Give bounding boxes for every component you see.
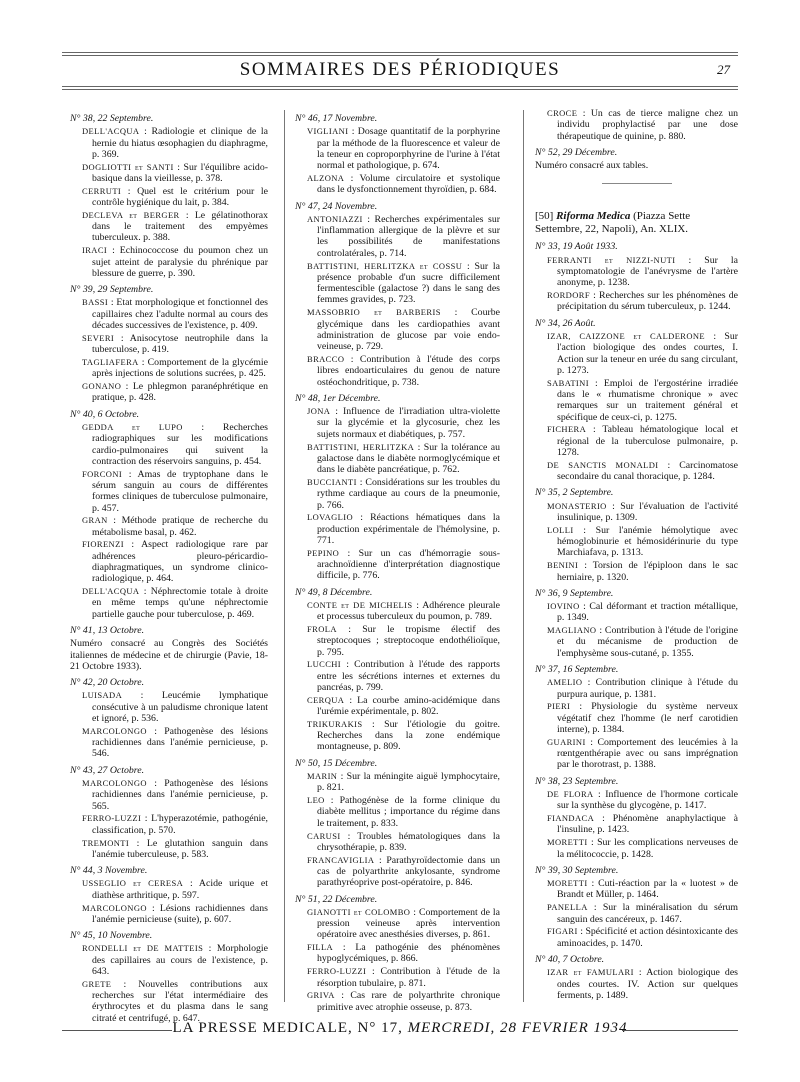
article-entry xyxy=(307,942,500,965)
article-author: FERRO-LUZZI xyxy=(307,966,367,977)
footer-number: N° 17, xyxy=(357,1020,403,1036)
article-author: GRETE xyxy=(82,978,112,989)
article-author: MASSOBRIO et BARBERIS xyxy=(307,307,441,318)
article-title: : Courbe glycémique dans les cardiopathies avant administration de glucose par voie endo-veineuse, p. 729. xyxy=(317,307,500,353)
article-entry xyxy=(547,290,738,313)
article-title: : Contribution clinique à l'étude du purpura aurique, p. 1381. xyxy=(557,677,738,700)
article-title: : Physiologie du système nerveux végétatif chez l'homme (le nerf carotidien interne), p. 1384. xyxy=(557,701,738,736)
article-author: SABATINI xyxy=(547,377,589,388)
article-entry xyxy=(547,424,738,458)
page-number: 27 xyxy=(717,62,730,77)
article-entry xyxy=(82,539,268,584)
article-author: GONANO xyxy=(82,381,122,392)
article-title: : Adhérence pleurale et processus tuberculeux du poumon, p. 789. xyxy=(317,599,500,623)
journal-issue-list xyxy=(535,241,738,1001)
article-author: FIANDACA xyxy=(547,813,595,824)
article-entry xyxy=(547,460,738,483)
article-title: : Recherches sur les phénomènes de précipitation du sérum tuberculeux, p. 1244. xyxy=(557,290,738,313)
article-title: : Sur la méningite aiguë lymphocytaire, p. 821. xyxy=(317,771,500,794)
article-author: IZAR, CAIZZONE et CALDERONE xyxy=(547,331,706,342)
article-title: : Acide urique et diathèse arthritique, p. 597. xyxy=(92,878,268,901)
article-author: CERRUTI xyxy=(82,185,122,196)
article-author: TAGLIAFERA xyxy=(82,356,139,367)
article-author: LUCCHI xyxy=(307,659,342,670)
article-author: LOLLI xyxy=(547,524,574,535)
article-author: IRACI xyxy=(82,245,108,256)
article-entry xyxy=(547,926,738,949)
article-author: GUARINI xyxy=(547,736,586,747)
article-author: TREMONTI xyxy=(82,837,130,848)
article-author: FILLA xyxy=(307,942,334,953)
article-author: CARUSI xyxy=(307,830,341,841)
article-title: : Pathogenèse des lésions rachidiennes dans l'anémie pernicieuse, p. 565. xyxy=(92,778,268,812)
article-entry xyxy=(307,173,500,196)
article-title: : Contribution à l'étude des rapports entre les sécrétions internes et externes du pancréas, p. 799. xyxy=(317,659,500,693)
article-title: : Le glutathion sanguin dans l'anémie tuberculeuse, p. 583. xyxy=(92,837,268,860)
article-entry xyxy=(547,789,738,812)
article-author: IZAR et FAMULARI xyxy=(547,967,634,978)
article-author: FERRO-LUZZI xyxy=(82,813,142,824)
article-author: MARCOLONGO xyxy=(82,725,147,736)
article-author: DE FLORA xyxy=(547,789,594,800)
article-title: : Sur l'action biologique des ondes courtes, I. Action sur la teneur en urée du sang circulant, p. 1273. xyxy=(557,331,738,376)
article-entry xyxy=(82,126,268,160)
article-author: CERQUA xyxy=(307,694,345,705)
article-title: : Phénomène anaphylactique à l'insuline, p. 1423. xyxy=(557,813,738,836)
article-entry xyxy=(82,245,268,279)
article-author: FERRANTI et NIZZI-NUTI xyxy=(547,254,676,265)
issue-heading: N° 39, 29 Septembre. xyxy=(70,284,154,296)
article-title: : Sur l'anémie hémolytique avec hémoglobinurie et hémosidérinurie du type Marchiafava, p. 1313. xyxy=(557,524,738,559)
article-entry xyxy=(82,186,268,209)
section-divider xyxy=(602,183,672,184)
article-title: : Parathyroïdectomie dans un cas de polyarthrite ankylosante, syndrome parathyréoprive post-opératoire, p. 846. xyxy=(317,854,500,889)
article-title: : Emploi de l'ergostérine irradiée dans le « rhumatisme chronique » avec remarques sur un traitement général et spécifique de ceux-ci, p. 1275. xyxy=(557,377,738,423)
article-title: : Volume circulatoire et systolique dans le dysfonctionnement thyroïdien, p. 684. xyxy=(317,172,500,196)
article-title: : Réactions hématiques dans la production expérimentale de l'hémolysine, p. 771. xyxy=(317,512,500,546)
article-title: : Pathogenèse des lésions rachidiennes dans l'anémie pernicieuse, p. 546. xyxy=(92,725,268,760)
column-divider xyxy=(284,110,285,1002)
article-title: : Morphologie des capillaires au cours de l'existence, p. 643. xyxy=(92,943,268,977)
article-author: DE SANCTIS MONALDI xyxy=(547,459,659,470)
issue-heading: N° 52, 29 Décembre. xyxy=(535,146,618,158)
article-title: : Néphrectomie totale à droite en même temps qu'une néphrectomie partielle gauche pour tuberculose, p. 469. xyxy=(92,586,268,620)
footer-date: MERCREDI, 28 FEVRIER 1934 xyxy=(407,1020,628,1036)
article-entry xyxy=(307,442,500,476)
article-title: : Action biologique des ondes courtes. IV. Action sur quelques ferments, p. 1489. xyxy=(557,967,738,1001)
article-entry xyxy=(307,966,500,989)
article-author: BENINI xyxy=(547,560,579,571)
article-author: PANELLA xyxy=(547,902,588,913)
article-title: : Dosage quantitatif de la porphyrine par la méthode de la fluorescence et valeur de la teneur en coproporphyrine de l'urine à l'état normal et pathologique, p. 674. xyxy=(317,126,500,172)
column-1 xyxy=(70,108,268,1024)
article-entry xyxy=(307,771,500,794)
article-entry xyxy=(82,297,268,331)
article-title: : Le gélatinothorax dans le traitement des empyèmes tuberculeux. p. 388. xyxy=(92,209,268,244)
article-title: : Sur les complications nerveuses de la mélitococcie, p. 1428. xyxy=(557,837,738,860)
article-title: : Influence de l'hormone corticale sur la synthèse du glycogène, p. 1417. xyxy=(557,789,738,812)
page-title: SOMMAIRES DES PÉRIODIQUES xyxy=(239,59,561,80)
article-author: LEO xyxy=(307,795,325,806)
issue-heading: N° 34, 26 Août. xyxy=(535,317,596,329)
issue-heading: N° 49, 8 Décembre. xyxy=(295,586,373,598)
article-entry xyxy=(547,813,738,836)
article-title: : Pathogénèse de la forme clinique du diabète mellitus ; importance du régime dans le traitement, p. 833. xyxy=(317,795,500,829)
article-title: : Leucémie lymphatique consécutive à un paludisme chronique latent et ignoré, p. 536. xyxy=(92,690,268,725)
article-author: MONASTERIO xyxy=(547,500,607,511)
issue-heading: N° 48, 1er Décembre. xyxy=(295,392,381,404)
article-author: RORDORF xyxy=(547,290,590,301)
article-entry xyxy=(82,381,268,404)
article-entry xyxy=(82,813,268,836)
article-entry xyxy=(547,625,738,659)
article-entry xyxy=(82,838,268,861)
article-author: IOVINO xyxy=(547,601,580,612)
article-entry xyxy=(82,469,268,514)
article-author: LOVAGLIO xyxy=(307,512,354,523)
article-entry xyxy=(547,601,738,624)
article-author: MARCOLONGO xyxy=(82,778,147,789)
article-author: MORETTI xyxy=(547,837,588,848)
article-entry xyxy=(82,778,268,812)
article-title: : Comportement de la glycémie après injections de solutions sucrées, p. 425. xyxy=(92,356,268,380)
article-title: : Influence de l'irradiation ultra-violette sur la glycémie et la glycosurie, chez les sujets normaux et diabétiques, p. 757. xyxy=(317,406,500,440)
article-entry xyxy=(547,737,738,771)
article-author: JONA xyxy=(307,406,331,417)
issue-heading: N° 38, 22 Septembre. xyxy=(70,113,154,124)
article-entry xyxy=(547,331,738,376)
column-2 xyxy=(295,108,500,1013)
article-title: : Etat morphologique et fonctionnel des capillaires chez l'adulte normal au cours des décades successives de l'existence, p. 409. xyxy=(92,297,268,332)
article-entry xyxy=(307,695,500,718)
issue-heading: N° 38, 23 Septembre. xyxy=(535,775,619,787)
article-entry xyxy=(547,378,738,423)
issue-heading: N° 36, 9 Septembre. xyxy=(535,587,614,599)
article-entry xyxy=(307,307,500,352)
article-author: FRANCAVIGLIA xyxy=(307,854,375,865)
article-author: BATTISTINI, HERLITZKA et COSSU xyxy=(307,260,463,271)
article-entry xyxy=(307,548,500,582)
article-author: BATTISTINI, HERLITZKA xyxy=(307,441,415,452)
header-rule-top-2 xyxy=(62,55,738,56)
article-title: : Sur le tropisme électif des streptocoques ; streptocoque endothélioïque, p. 795. xyxy=(317,623,500,658)
article-title: : Sur la tolérance au galactose dans le diabète normoglycémique et dans le diabète pancréatique, p. 762. xyxy=(317,441,500,476)
article-author: DOGLIOTTI et SANTI xyxy=(82,161,174,172)
article-title: : Sur l'évaluation de l'activité insulinique, p. 1309. xyxy=(557,500,738,524)
article-author: TRIKURAKIS xyxy=(307,718,363,729)
footer-rule-right xyxy=(622,1030,738,1031)
article-title: : Contribution à l'étude de l'origine et du mécanisme de production de l'emphysème sous-cutané, p. 1355. xyxy=(557,625,738,659)
issue-heading: N° 51, 22 Décembre. xyxy=(295,893,378,905)
article-entry xyxy=(307,354,500,388)
header-rule-top xyxy=(62,52,738,53)
issue-heading: N° 35, 2 Septembre. xyxy=(535,487,614,499)
article-entry xyxy=(307,214,500,259)
article-author: FIORENZI xyxy=(82,539,124,550)
article-author: DECLEVA et BERGER xyxy=(82,209,180,220)
issue-note: Numéro consacré aux tables. xyxy=(535,160,649,172)
header-rule-bottom xyxy=(62,86,738,87)
article-entry xyxy=(547,878,738,901)
article-author: DELL'ACQUA xyxy=(82,126,140,137)
article-title: : Cas rare de polyarthrite chronique primitive avec atrophie osseuse, p. 873. xyxy=(317,990,500,1013)
article-title: : Lésions rachidiennes dans l'anémie pernicieuse (suite), p. 607. xyxy=(92,902,268,925)
article-title: : Comportement de la pression veineuse après intervention opératoire avec anesthésies diverses, p. 861. xyxy=(317,906,500,941)
article-entry xyxy=(547,701,738,735)
article-entry xyxy=(82,903,268,926)
article-title: : Sur la présence probable d'un sucre difficilement fermentescible (galactose ?) dans le sang des femmes gravides, p. 723. xyxy=(317,260,500,306)
issue-heading: N° 47, 24 Novembre. xyxy=(295,200,378,212)
issue-heading: N° 42, 20 Octobre. xyxy=(70,677,145,689)
issue-heading: N° 40, 7 Octobre. xyxy=(535,953,605,965)
article-entry xyxy=(547,525,738,559)
article-title: : Tableau hématologique local et régional de la tuberculose pulmonaire, p. 1278. xyxy=(557,424,738,459)
article-title: : Comportement des leucémies à la rœntgenthérapie avec ou sans imprégnation par le thorotrast, p. 1388. xyxy=(557,736,738,771)
column-3-continuation xyxy=(535,108,738,171)
article-author: SEVERI xyxy=(82,332,115,343)
article-entry xyxy=(307,795,500,829)
article-title: : Sur l'étiologie du goitre. Recherches dans la zone endémique montagneuse, p. 809. xyxy=(317,718,500,753)
article-title: : Sur un cas d'hémorragie sous-arachnoïdienne d'interprétation diagnostique difficile, p. 776. xyxy=(317,547,500,582)
article-author: CONTE et DE MICHELIS xyxy=(307,599,413,610)
article-title: : Considérations sur les troubles du rythme cardiaque au cours de la pneumonie, p. 766. xyxy=(317,476,500,511)
issue-heading: N° 50, 15 Décembre. xyxy=(295,757,378,769)
article-title: : Troubles hématologiques dans la chrysothérapie, p. 839. xyxy=(317,830,500,853)
article-title: : Cuti-réaction par la « luotest » de Brandt et Müller, p. 1464. xyxy=(557,878,738,901)
article-entry xyxy=(307,624,500,658)
article-entry xyxy=(82,690,268,724)
article-entry xyxy=(307,831,500,854)
journal-number: [50] xyxy=(535,210,554,223)
article-entry xyxy=(82,586,268,620)
article-title: : Echinococcose du poumon chez un sujet atteint de paralysie du phrénique par blessure de guerre, p. 390. xyxy=(92,245,268,279)
article-author: LUISADA xyxy=(82,690,123,701)
article-entry xyxy=(307,512,500,546)
article-title: : Sur l'équilibre acido-basique dans la vieillesse, p. 378. xyxy=(92,161,268,184)
article-entry xyxy=(307,855,500,889)
article-author: AMELIO xyxy=(547,677,583,688)
article-title: : Spécificité et action désintoxicante des aminoacides, p. 1470. xyxy=(557,926,738,949)
article-entry xyxy=(307,659,500,693)
header-rule-bottom-2 xyxy=(62,89,738,90)
article-entry xyxy=(82,979,268,1024)
article-author: CROCE xyxy=(547,108,578,118)
article-author: FORCONI xyxy=(82,468,123,479)
article-author: GEDDA et LUPO xyxy=(82,421,183,432)
article-title: : Un cas de tierce maligne chez un individu prophylactisé par une dose thérapeutique de quinine, p. 880. xyxy=(557,108,738,142)
article-title: : Carcinomatose secondaire du canal thoracique, p. 1284. xyxy=(557,459,738,483)
article-title: : L'hyperazotémie, pathogénie, classification, p. 570. xyxy=(92,813,268,836)
journal-heading xyxy=(535,210,738,236)
issue-heading: N° 41, 13 Octobre. xyxy=(70,624,145,636)
article-author: MORETTI xyxy=(547,878,588,889)
article-entry xyxy=(547,967,738,1001)
issue-heading: N° 40, 6 Octobre. xyxy=(70,408,140,420)
column-divider xyxy=(523,110,524,1002)
issue-heading: N° 33, 19 Août 1933. xyxy=(535,241,618,253)
article-author: GRAN xyxy=(82,515,108,526)
issue-heading: N° 37, 16 Septembre. xyxy=(535,664,619,676)
article-author: FICHERA xyxy=(547,424,587,435)
article-title: : Aspect radiologique rare par adhérences pleuro-péricardio-diaphragmatiques, un syndrome clinico-radiologique, p. 464. xyxy=(92,539,268,585)
journal-name: Riforma Medica xyxy=(556,210,631,223)
article-entry xyxy=(82,878,268,901)
article-entry xyxy=(307,477,500,511)
article-author: FROLA xyxy=(307,623,337,634)
issue-note: Numéro consacré au Congrès des Sociétés italiennes de médecine et de chirurgie (Pavie, 18-21 Octobre 1933). xyxy=(70,638,268,672)
article-title: : Le phlegmon paranéphrétique en pratique, p. 428. xyxy=(92,381,268,404)
article-entry xyxy=(82,515,268,538)
issue-heading: N° 43, 27 Octobre. xyxy=(70,764,145,776)
article-title: : Contribution à l'étude des corps libres endoarticulaires du genou de nature ostéochondritique, p. 738. xyxy=(317,353,500,388)
article-entry xyxy=(82,333,268,356)
article-author: PEPINO xyxy=(307,547,340,558)
article-entry xyxy=(82,422,268,467)
article-entry xyxy=(82,210,268,244)
article-entry xyxy=(547,837,738,860)
article-author: MAGLIANO xyxy=(547,625,597,636)
article-author: GRIVA xyxy=(307,990,335,1001)
article-entry xyxy=(82,162,268,185)
article-entry xyxy=(307,907,500,941)
article-title: : Torsion de l'épiploon dans le sac herniaire, p. 1320. xyxy=(557,560,738,583)
article-author: ANTONIAZZI xyxy=(307,213,363,224)
article-entry xyxy=(547,677,738,700)
article-title: : Recherches expérimentales sur l'inflammation allergique de la plèvre et sur les possibilités de manifestations controlatérales, p. 714. xyxy=(317,213,500,259)
article-entry xyxy=(82,357,268,380)
article-entry xyxy=(307,719,500,753)
article-entry xyxy=(307,990,500,1013)
article-author: BUCCIANTI xyxy=(307,476,357,487)
column-3 xyxy=(535,108,738,1006)
article-author: DELL'ACQUA xyxy=(82,586,140,597)
article-title: : Quel est le critérium pour le contrôle hygiénique du lait, p. 384. xyxy=(92,185,268,209)
article-title: : Méthode pratique de recherche du métabolisme basal, p. 462. xyxy=(92,515,268,538)
article-title: : Nouvelles contributions aux recherches sur l'état intermédiaire des érythrocytes et du plasma dans le sang citraté et centrifugé, p. 647. xyxy=(92,978,268,1024)
article-author: GIANOTTI et COLOMBO xyxy=(307,906,411,917)
article-title: : Sur la minéralisation du sérum sanguin des cancéreux, p. 1467. xyxy=(557,902,738,925)
issue-heading: N° 46, 17 Novembre. xyxy=(295,113,378,124)
article-entry xyxy=(82,943,268,977)
article-entry xyxy=(307,600,500,623)
article-author: MARCOLONGO xyxy=(82,902,147,913)
article-entry xyxy=(307,406,500,440)
article-entry xyxy=(307,261,500,306)
article-entry xyxy=(547,560,738,583)
article-title: : Sur la symptomatologie de l'anévrysme de l'artère anonyme, p. 1238. xyxy=(557,254,738,289)
issue-heading: N° 44, 3 Novembre. xyxy=(70,865,148,877)
article-title: : Contribution à l'étude de la résorption tubulaire, p. 871. xyxy=(317,966,500,989)
article-title: : Radiologie et clinique de la hernie du hiatus œsophagien du diaphragme, p. 369. xyxy=(92,126,268,160)
article-entry xyxy=(547,108,738,142)
article-entry xyxy=(547,902,738,925)
article-title: : Recherches radiographiques sur les modifications cardio-pulmonaires qui suivent la contraction des réservoirs sanguins, p. 454. xyxy=(92,421,268,467)
article-author: VIGLIANI xyxy=(307,126,349,137)
article-entry xyxy=(82,726,268,760)
article-author: BRACCO xyxy=(307,353,345,364)
article-author: PIERI xyxy=(547,701,571,712)
article-author: RONDELLI et DE MATTEIS xyxy=(82,943,204,954)
article-entry xyxy=(307,126,500,171)
issue-heading: N° 45, 10 Novembre. xyxy=(70,930,153,942)
issue-heading: N° 39, 30 Septembre. xyxy=(535,864,619,876)
article-title: : Amas de tryptophane dans le sérum sanguin au cours de différentes formes cliniques de tuberculose pulmonaire, p. 457. xyxy=(92,468,268,514)
article-author: FIGARI xyxy=(547,926,578,937)
article-title: : La pathogénie des phénomènes hypoglycémiques, p. 866. xyxy=(317,942,500,965)
article-author: MARIN xyxy=(307,771,338,782)
article-title: : Cal déformant et traction métallique, p. 1349. xyxy=(557,601,738,624)
article-author: ALZONA xyxy=(307,172,345,183)
article-title: : Anisocytose neutrophile dans la tuberculose, p. 419. xyxy=(92,332,268,356)
journal-details: (Piazza Sette Settembre, 22, Napoli), An. XLIX. xyxy=(535,210,691,236)
article-entry xyxy=(547,501,738,524)
footer-journal: LA PRESSE MEDICALE, xyxy=(172,1020,353,1036)
article-title: : La courbe amino-acidémique dans l'urémie expérimentale, p. 802. xyxy=(317,694,500,718)
article-entry xyxy=(547,255,738,289)
article-author: USSEGLIO et CERESA xyxy=(82,878,184,889)
article-author: BASSI xyxy=(82,297,109,308)
footer xyxy=(0,1020,800,1037)
